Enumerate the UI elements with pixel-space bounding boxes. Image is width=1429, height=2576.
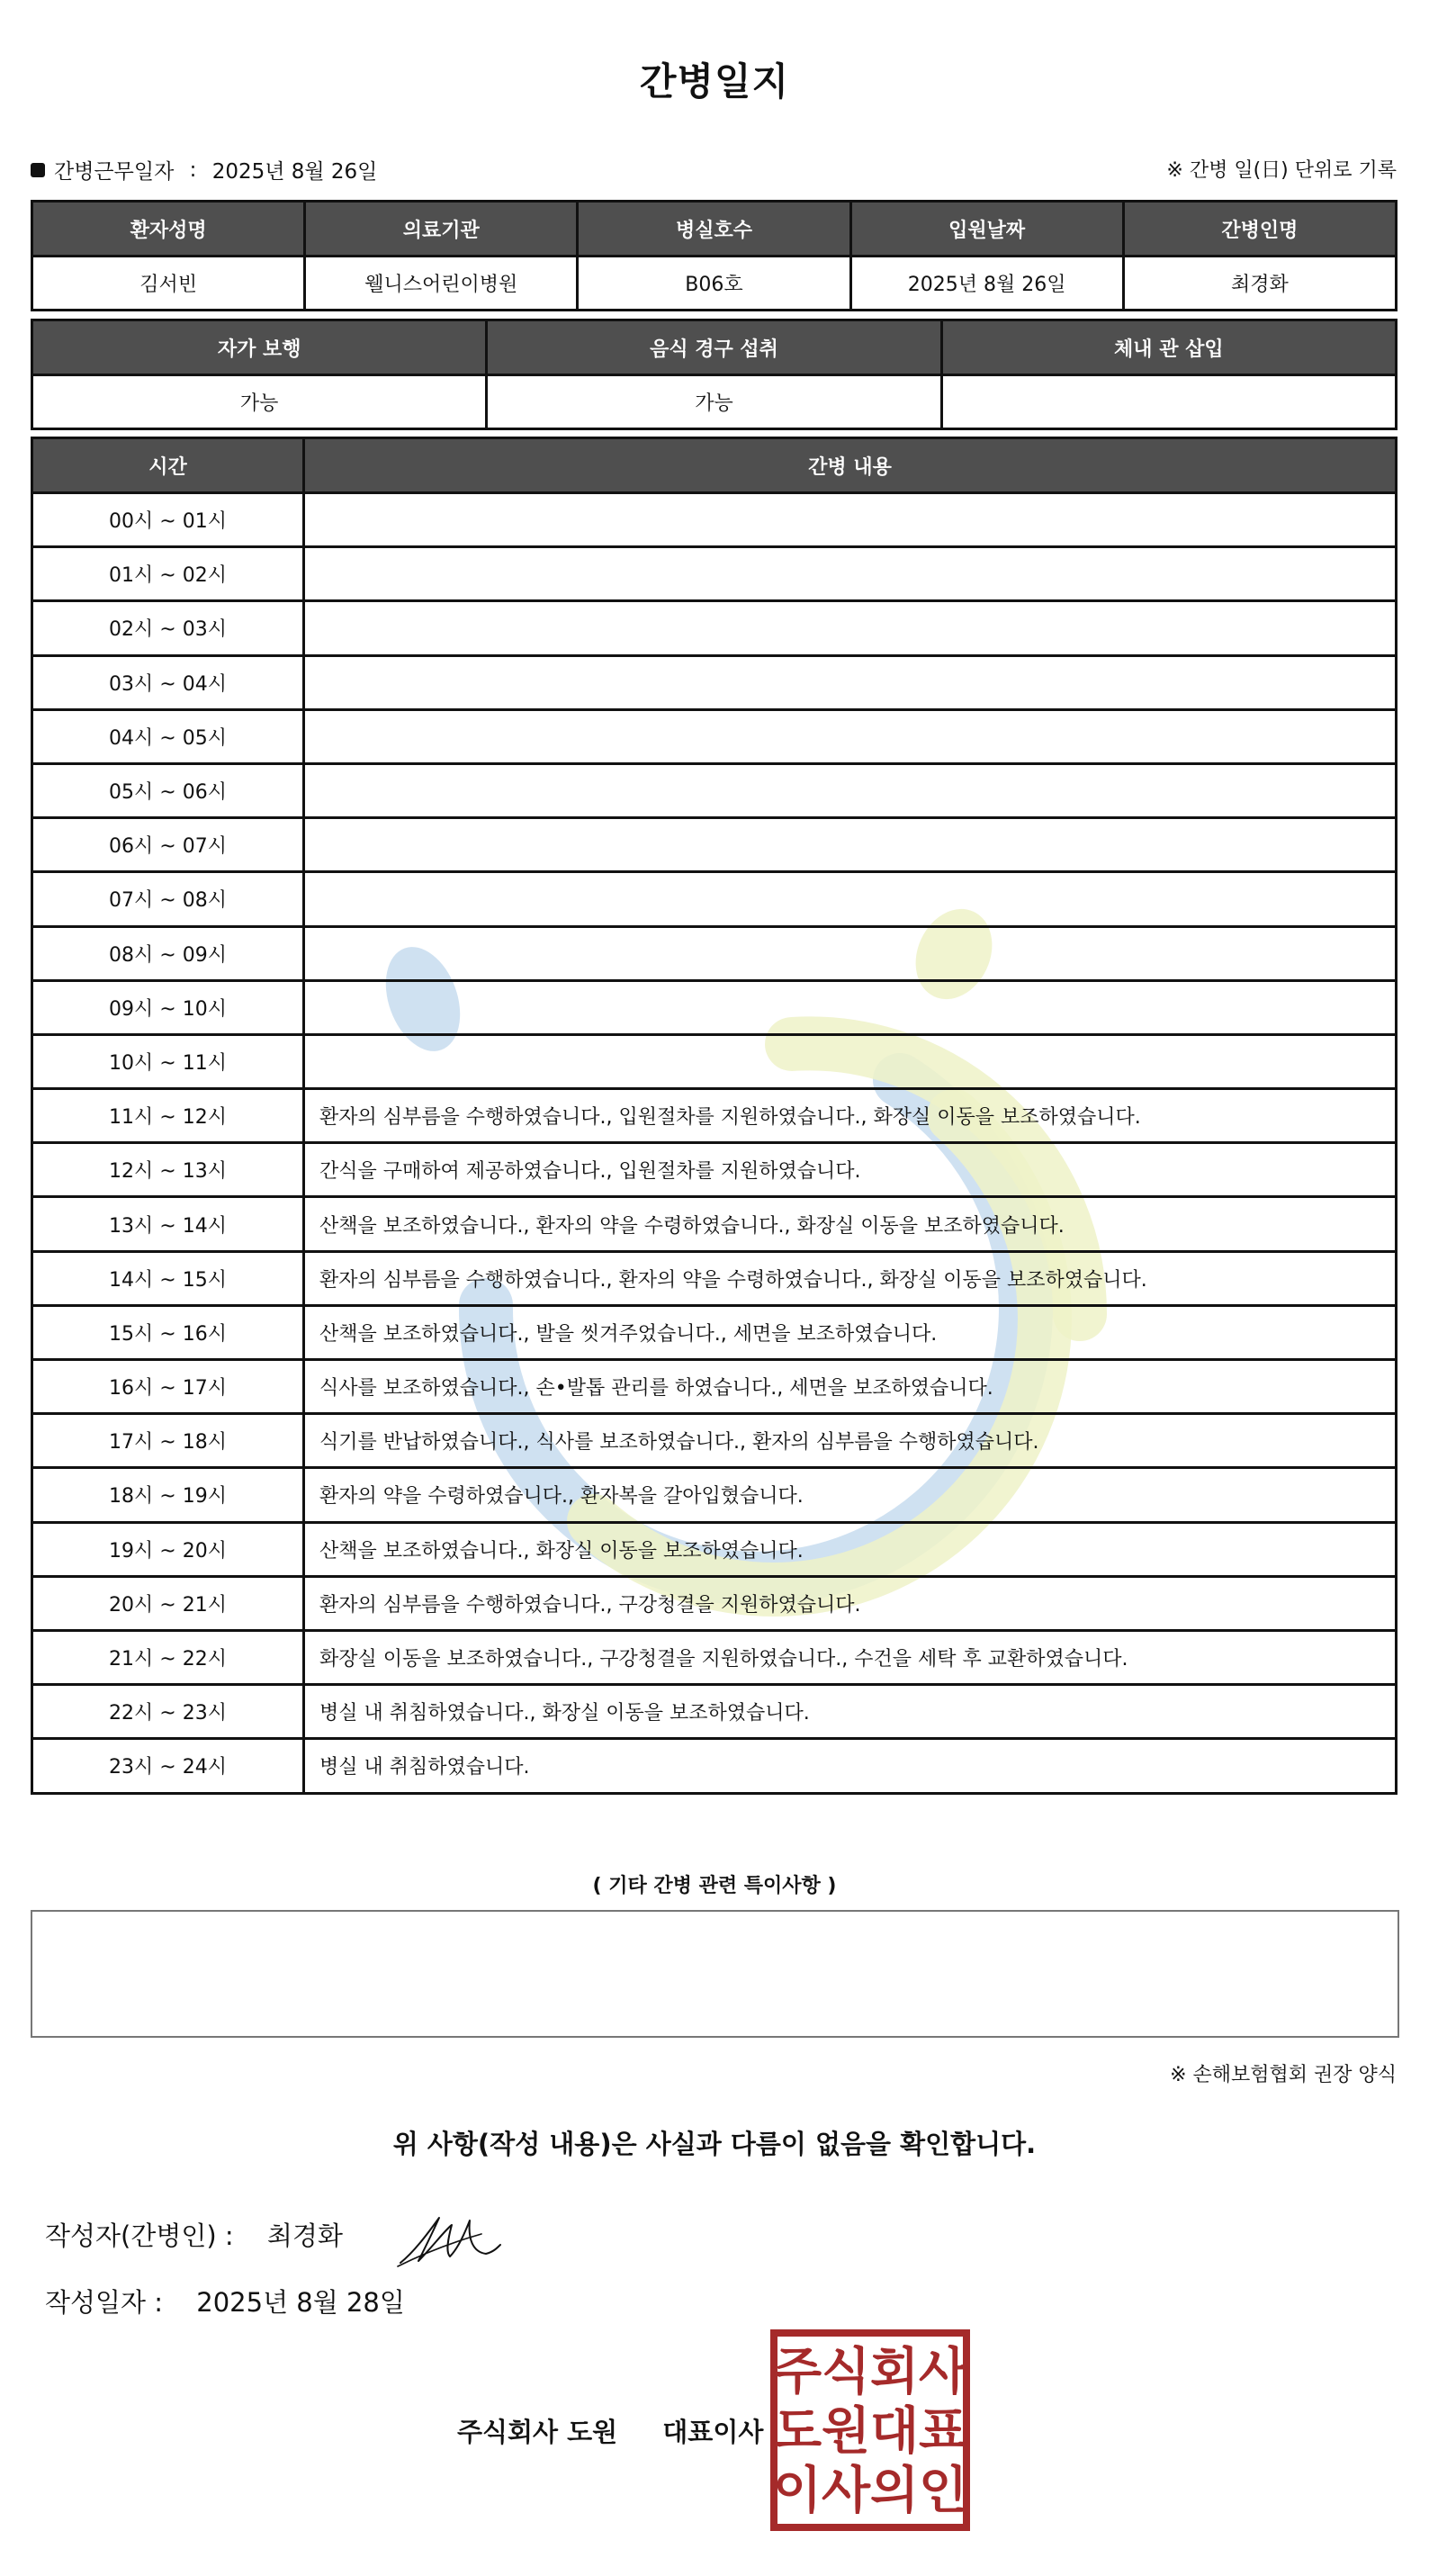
row-care-content: 산책을 보조하였습니다., 환자의 약을 수령하였습니다., 화장실 이동을 보조하였습니다. <box>304 1197 1397 1251</box>
row-care-content: 산책을 보조하였습니다., 화장실 이동을 보조하였습니다. <box>304 1522 1397 1576</box>
row-time: 23시 ~ 24시 <box>32 1739 304 1793</box>
log-body <box>32 493 1397 1794</box>
seal-character: 회 <box>869 2343 920 2401</box>
table-row <box>32 1685 1397 1739</box>
row-care-content <box>304 655 1397 709</box>
hospital-name: 웰니스어린이병원 <box>305 257 578 311</box>
row-care-content: 병실 내 취침하였습니다. <box>304 1739 1397 1793</box>
table-row <box>32 709 1397 763</box>
row-time: 03시 ~ 04시 <box>32 655 304 709</box>
row-care-content: 간식을 구매하여 제공하였습니다., 입원절차를 지원하였습니다. <box>304 1143 1397 1197</box>
patient-value-row <box>32 257 1397 311</box>
header-patient-name: 환자성명 <box>32 202 305 257</box>
header-care-content: 간병 내용 <box>304 438 1397 493</box>
row-time: 09시 ~ 10시 <box>32 980 304 1034</box>
table-row <box>32 1143 1397 1197</box>
table-row <box>32 1576 1397 1630</box>
row-time: 00시 ~ 01시 <box>32 493 304 547</box>
row-care-content <box>304 926 1397 980</box>
seal-character: 사 <box>821 2462 871 2520</box>
header-time: 시간 <box>32 438 304 493</box>
row-care-content: 화장실 이동을 보조하였습니다., 구강청결을 지원하였습니다., 수건을 세탁 후 교환하였습니다. <box>304 1630 1397 1684</box>
table-row <box>32 1034 1397 1088</box>
row-care-content <box>304 1034 1397 1088</box>
table-row <box>32 872 1397 926</box>
row-care-content: 환자의 심부름을 수행하였습니다., 입원절차를 지원하였습니다., 화장실 이동을 보조하였습니다. <box>304 1089 1397 1143</box>
row-time: 20시 ~ 21시 <box>32 1576 304 1630</box>
company-line <box>457 2412 763 2449</box>
seal-character: 표 <box>918 2402 968 2461</box>
row-time: 08시 ~ 09시 <box>32 926 304 980</box>
row-time: 17시 ~ 18시 <box>32 1414 304 1468</box>
row-time: 06시 ~ 07시 <box>32 818 304 872</box>
seal-character: 의 <box>869 2462 920 2520</box>
row-care-content: 식기를 반납하였습니다., 식사를 보조하였습니다., 환자의 심부름을 수행하였습니다. <box>304 1414 1397 1468</box>
row-care-content: 환자의 심부름을 수행하였습니다., 환자의 약을 수령하였습니다., 화장실 이동을 보조하였습니다. <box>304 1251 1397 1305</box>
row-care-content <box>304 980 1397 1034</box>
row-care-content <box>304 763 1397 817</box>
patient-name: 김서빈 <box>32 257 305 311</box>
bullet-square-icon <box>31 163 45 177</box>
room-number: B06호 <box>578 257 850 311</box>
row-time: 04시 ~ 05시 <box>32 709 304 763</box>
table-row <box>32 818 1397 872</box>
seal-character: 식 <box>821 2343 871 2401</box>
table-row <box>32 763 1397 817</box>
table-row <box>32 1360 1397 1414</box>
row-care-content <box>304 709 1397 763</box>
table-row <box>32 1414 1397 1468</box>
company-seal <box>770 2329 970 2531</box>
table-row <box>32 1739 1397 1793</box>
duty-date-separator: : <box>183 158 203 182</box>
row-care-content: 환자의 심부름을 수행하였습니다., 구강청결을 지원하였습니다. <box>304 1576 1397 1630</box>
table-row <box>32 1630 1397 1684</box>
row-time: 14시 ~ 15시 <box>32 1251 304 1305</box>
confirmation-statement: 위 사항(작성 내용)은 사실과 다름이 없음을 확인합니다. <box>392 2129 1037 2159</box>
header-hospital: 의료기관 <box>305 202 578 257</box>
seal-character: 주 <box>772 2343 822 2401</box>
tube-insertion-value <box>941 375 1396 429</box>
self-walking-value: 가능 <box>32 375 487 429</box>
log-header-row <box>32 438 1397 493</box>
duty-date-line <box>31 155 377 185</box>
row-time: 18시 ~ 19시 <box>32 1468 304 1522</box>
status-header-row <box>32 320 1397 375</box>
writer-line <box>45 2216 343 2253</box>
unit-note: ※ 간병 일(日) 단위로 기록 <box>1166 159 1397 182</box>
other-notes-title: ( 기타 간병 관련 특이사항 ) <box>592 1875 837 1897</box>
row-time: 01시 ~ 02시 <box>32 547 304 601</box>
row-care-content <box>304 547 1397 601</box>
handwritten-signature <box>396 2207 504 2270</box>
patient-status-table <box>31 319 1398 430</box>
oral-intake-value: 가능 <box>487 375 941 429</box>
admission-date: 2025년 8월 26일 <box>850 257 1123 311</box>
seal-character: 이 <box>772 2462 822 2520</box>
row-care-content <box>304 818 1397 872</box>
seal-character: 도 <box>772 2402 822 2461</box>
table-row <box>32 547 1397 601</box>
write-date-label: 작성일자 : <box>45 2287 164 2318</box>
row-time: 11시 ~ 12시 <box>32 1089 304 1143</box>
header-oral-intake: 음식 경구 섭취 <box>487 320 941 375</box>
table-row <box>32 1089 1397 1143</box>
table-row <box>32 1468 1397 1522</box>
table-row <box>32 1197 1397 1251</box>
table-row <box>32 926 1397 980</box>
company-name: 주식회사 도원 <box>457 2417 618 2447</box>
header-self-walking: 자가 보행 <box>32 320 487 375</box>
table-row <box>32 655 1397 709</box>
header-admission-date: 입원날짜 <box>850 202 1123 257</box>
table-row <box>32 1251 1397 1305</box>
ceo-title: 대표이사 <box>662 2417 764 2447</box>
row-time: 21시 ~ 22시 <box>32 1630 304 1684</box>
duty-date-label: 간병근무일자 <box>54 160 175 184</box>
seal-character: 인 <box>918 2462 968 2520</box>
row-time: 16시 ~ 17시 <box>32 1360 304 1414</box>
status-value-row <box>32 375 1397 429</box>
row-care-content: 식사를 보조하였습니다., 손•발톱 관리를 하였습니다., 세면을 보조하였습니다. <box>304 1360 1397 1414</box>
row-time: 22시 ~ 23시 <box>32 1685 304 1739</box>
header-tube-insertion: 체내 관 삽입 <box>941 320 1396 375</box>
association-note: ※ 손해보험협회 권장 양식 <box>1170 2064 1397 2086</box>
row-time: 19시 ~ 20시 <box>32 1522 304 1576</box>
table-row <box>32 493 1397 547</box>
row-time: 07시 ~ 08시 <box>32 872 304 926</box>
row-care-content <box>304 601 1397 655</box>
row-time: 05시 ~ 06시 <box>32 763 304 817</box>
seal-character: 사 <box>918 2343 968 2401</box>
writer-name: 최경화 <box>266 2220 343 2251</box>
document-title: 간병일지 <box>639 59 790 104</box>
seal-character: 대 <box>869 2402 920 2461</box>
other-notes-box <box>31 1910 1399 2038</box>
header-room: 병실호수 <box>578 202 850 257</box>
duty-date-value: 2025년 8월 26일 <box>211 160 378 184</box>
writer-label: 작성자(간병인) : <box>45 2220 234 2251</box>
patient-header-row <box>32 202 1397 257</box>
row-time: 02시 ~ 03시 <box>32 601 304 655</box>
row-time: 12시 ~ 13시 <box>32 1143 304 1197</box>
caregiver-name: 최경화 <box>1123 257 1396 311</box>
seal-character: 원 <box>821 2402 871 2461</box>
row-care-content <box>304 872 1397 926</box>
row-time: 15시 ~ 16시 <box>32 1305 304 1359</box>
table-row <box>32 601 1397 655</box>
row-care-content: 산책을 보조하였습니다., 발을 씻겨주었습니다., 세면을 보조하였습니다. <box>304 1305 1397 1359</box>
patient-info-table <box>31 200 1398 311</box>
row-care-content: 환자의 약을 수령하였습니다., 환자복을 갈아입혔습니다. <box>304 1468 1397 1522</box>
header-caregiver-name: 간병인명 <box>1123 202 1396 257</box>
write-date-line <box>45 2283 405 2319</box>
table-row <box>32 1522 1397 1576</box>
row-care-content: 병실 내 취침하였습니다., 화장실 이동을 보조하였습니다. <box>304 1685 1397 1739</box>
row-care-content <box>304 493 1397 547</box>
table-row <box>32 1305 1397 1359</box>
row-time: 10시 ~ 11시 <box>32 1034 304 1088</box>
table-row <box>32 980 1397 1034</box>
write-date-value: 2025년 8월 28일 <box>196 2287 405 2318</box>
row-time: 13시 ~ 14시 <box>32 1197 304 1251</box>
care-log-table <box>31 437 1398 1795</box>
